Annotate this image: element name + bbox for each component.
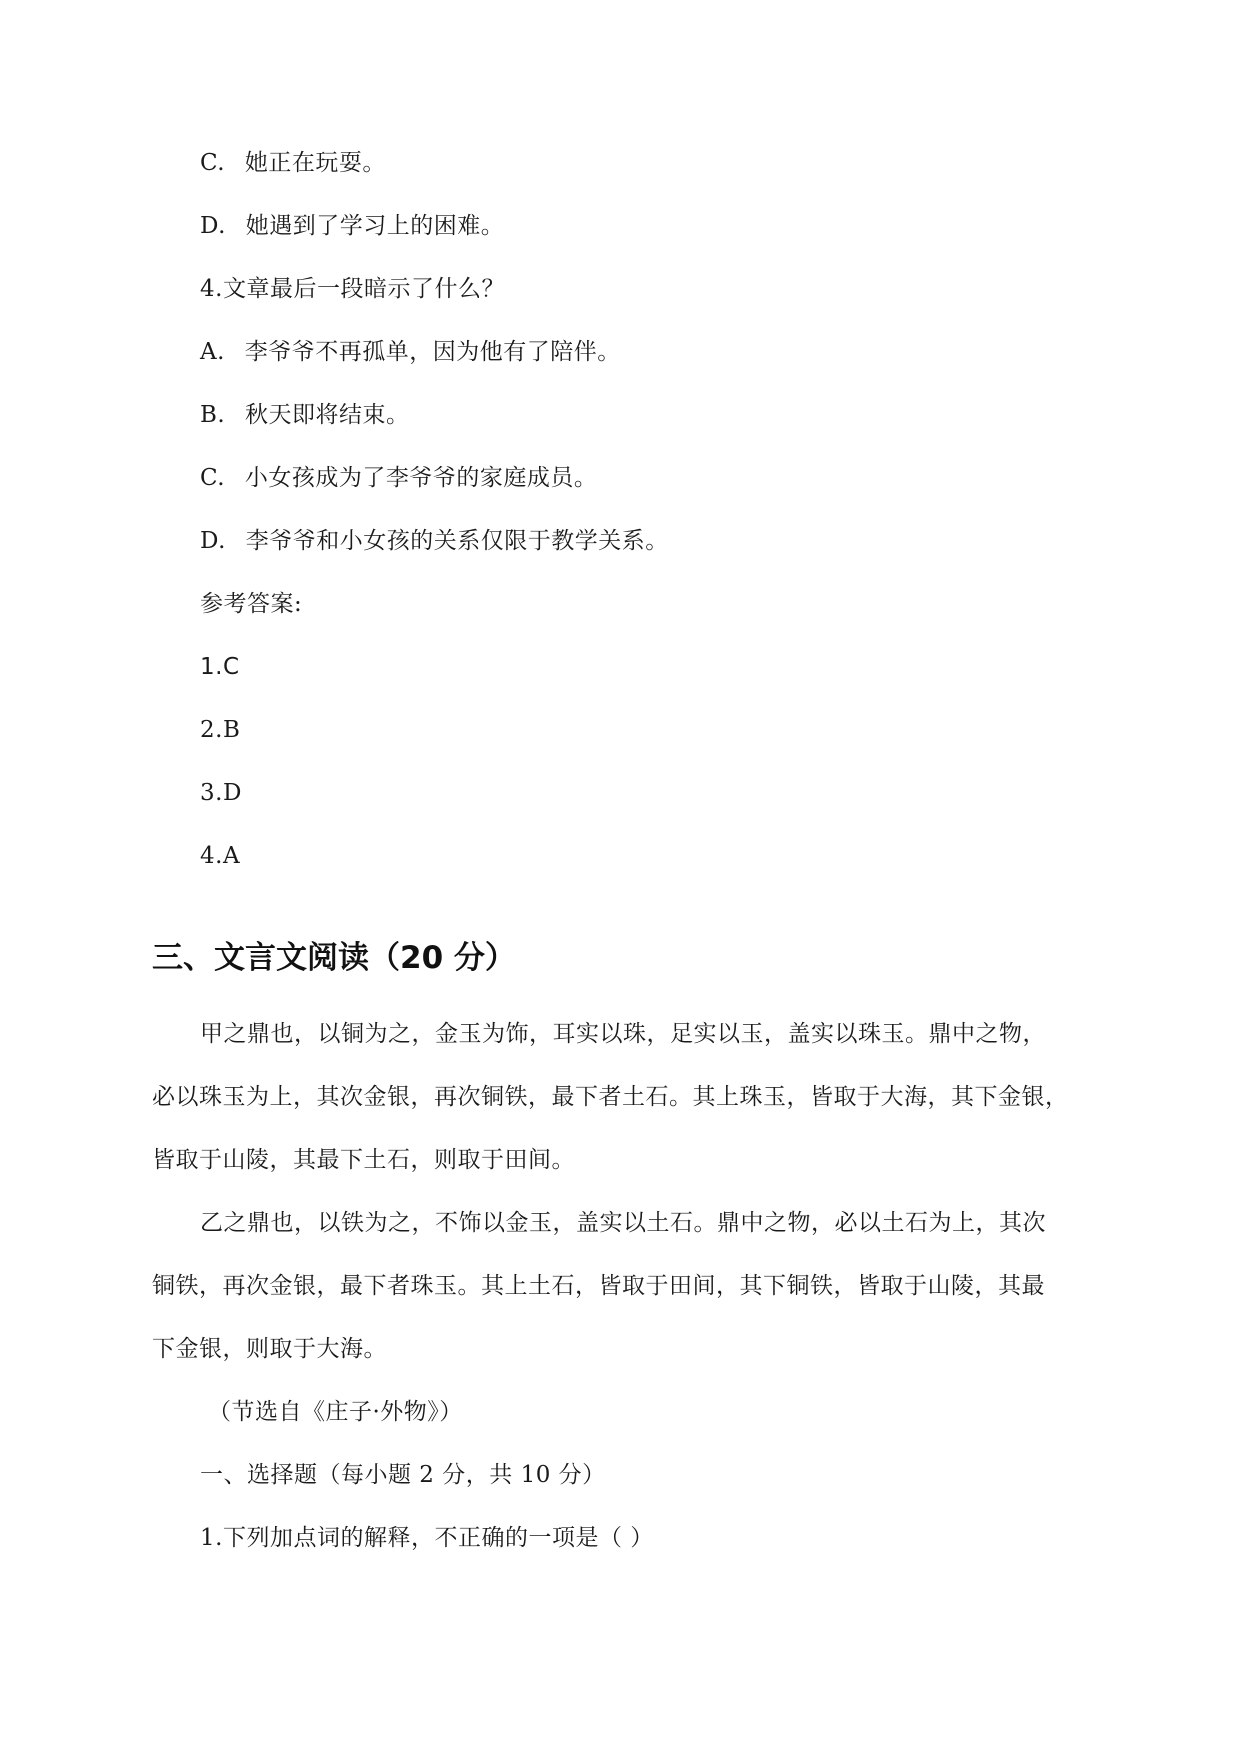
passage-yi-line: 铜铁，再次金银，最下者珠玉。其上土石，皆取于田间，其下铜铁，皆取于山陵，其最 <box>152 1273 1045 1299</box>
passage-source: （节选自《庄子·外物》） <box>208 1399 463 1425</box>
option-q3-c <box>200 148 386 178</box>
option-text: 李爷爷不再孤单，因为他有了陪伴。 <box>244 339 621 365</box>
answers-label: 参考答案: <box>200 591 303 617</box>
option-text: 秋天即将结束。 <box>245 402 410 428</box>
option-letter: D. <box>200 528 226 554</box>
option-text: 李爷爷和小女孩的关系仅限于教学关系。 <box>245 528 669 554</box>
answer-item: 3.D <box>200 780 242 806</box>
section-heading: 三、文言文阅读（20 分） <box>152 940 516 976</box>
option-text: 她遇到了学习上的困难。 <box>245 213 505 239</box>
option-letter: B. <box>200 402 226 428</box>
question-1: 1.下列加点词的解释，不正确的一项是（ ） <box>200 1525 654 1551</box>
option-q3-d <box>200 211 504 241</box>
option-q4-a <box>200 337 621 367</box>
option-letter: A. <box>200 339 225 365</box>
answer-item: 2.B <box>200 717 241 743</box>
option-q4-b <box>200 400 410 430</box>
subsection-title: 一、选择题（每小题 2 分，共 10 分） <box>200 1462 606 1488</box>
passage-jia-line: 甲之鼎也，以铜为之，金玉为饰，耳实以珠，足实以玉，盖实以珠玉。鼎中之物， <box>200 1021 1046 1047</box>
passage-yi-line: 乙之鼎也，以铁为之，不饰以金玉，盖实以土石。鼎中之物，必以土石为上，其次 <box>200 1210 1046 1236</box>
option-q4-d <box>200 526 669 556</box>
option-letter: D. <box>200 213 226 239</box>
option-letter: C. <box>200 150 226 176</box>
passage-yi-line: 下金银，则取于大海。 <box>152 1336 387 1362</box>
option-letter: C. <box>200 465 226 491</box>
passage-jia-line: 皆取于山陵，其最下土石，则取于田间。 <box>152 1147 575 1173</box>
answer-item: 4.A <box>200 843 241 869</box>
option-text: 小女孩成为了李爷爷的家庭成员。 <box>244 465 598 491</box>
answer-item: 1.C <box>200 654 240 680</box>
question-4: 4.文章最后一段暗示了什么？ <box>200 276 505 302</box>
option-q4-c <box>200 463 597 493</box>
option-text: 她正在玩耍。 <box>244 150 386 176</box>
passage-jia-line: 必以珠玉为上，其次金银，再次铜铁，最下者土石。其上珠玉，皆取于大海，其下金银， <box>152 1084 1069 1110</box>
